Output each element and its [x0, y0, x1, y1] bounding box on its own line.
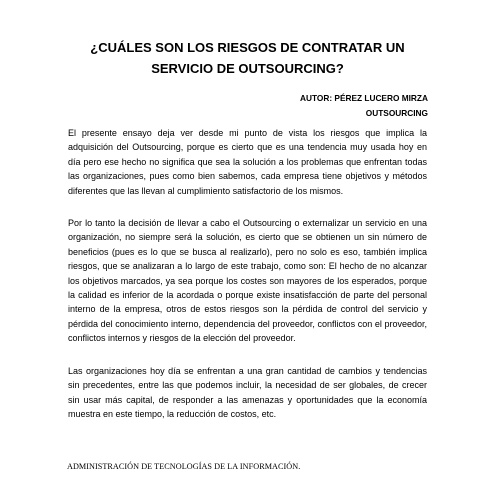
- paragraph-1: El presente ensayo deja ver desde mi punto de vista los riesgos que implica la adquisición del Outsourcing, porque es cierto que es una tendencia muy usada hoy en día pero ese hecho no significa que sea la solución a los problemas que enfrentan todas las organizaciones, pues como bien sabemos, cada empresa tiene objetivos y métodos diferentes que las llevan al cumplimiento satisfactorio de los mismos.: [68, 128, 427, 196]
- topic-line: OUTSOURCING: [365, 108, 428, 118]
- document-title: [60, 37, 435, 79]
- title-line-1: ¿CUÁLES SON LOS RIESGOS DE CONTRATAR UN: [90, 40, 405, 55]
- paragraph-2: Por lo tanto la decisión de llevar a cabo el Outsourcing o externalizar un servicio en una organización, no siempre será la solución, es cierto que se obtienen un sin número de beneficios (pues es lo que se busca al realizarlo), pero no solo es eso, también implica riesgos, que se analizaran a lo largo de este trabajo, como son: El hecho de no alcanzar los objetivos marcados, ya sea porque los costes son mayores de los esperados, porque la calidad es inferior de la acordada o porque existe insatisfacción de parte del personal interno de la empresa, otros de estos riesgos son la pérdida de control del servicio y pérdida del conocimiento interno, dependencia del proveedor, conflictos con el proveedor, conflictos internos y riesgos de la elección del proveedor.: [68, 218, 427, 344]
- paragraph-3: Las organizaciones hoy día se enfrentan a una gran cantidad de cambios y tendencias sin precedentes, entre las que podemos incluir, la necesidad de ser globales, de crecer sin usar más capital, de responder a las amenazas y oportunidades que la economía muestra en este tiempo, la reducción de costos, etc.: [68, 366, 427, 420]
- title-line-2: SERVICIO DE OUTSOURCING?: [151, 61, 344, 76]
- author-line: AUTOR: PÉREZ LUCERO MIRZA: [300, 93, 428, 103]
- page-footer: ADMINISTRACIÓN DE TECNOLOGÍAS DE LA INFORMACIÓN.: [67, 462, 301, 471]
